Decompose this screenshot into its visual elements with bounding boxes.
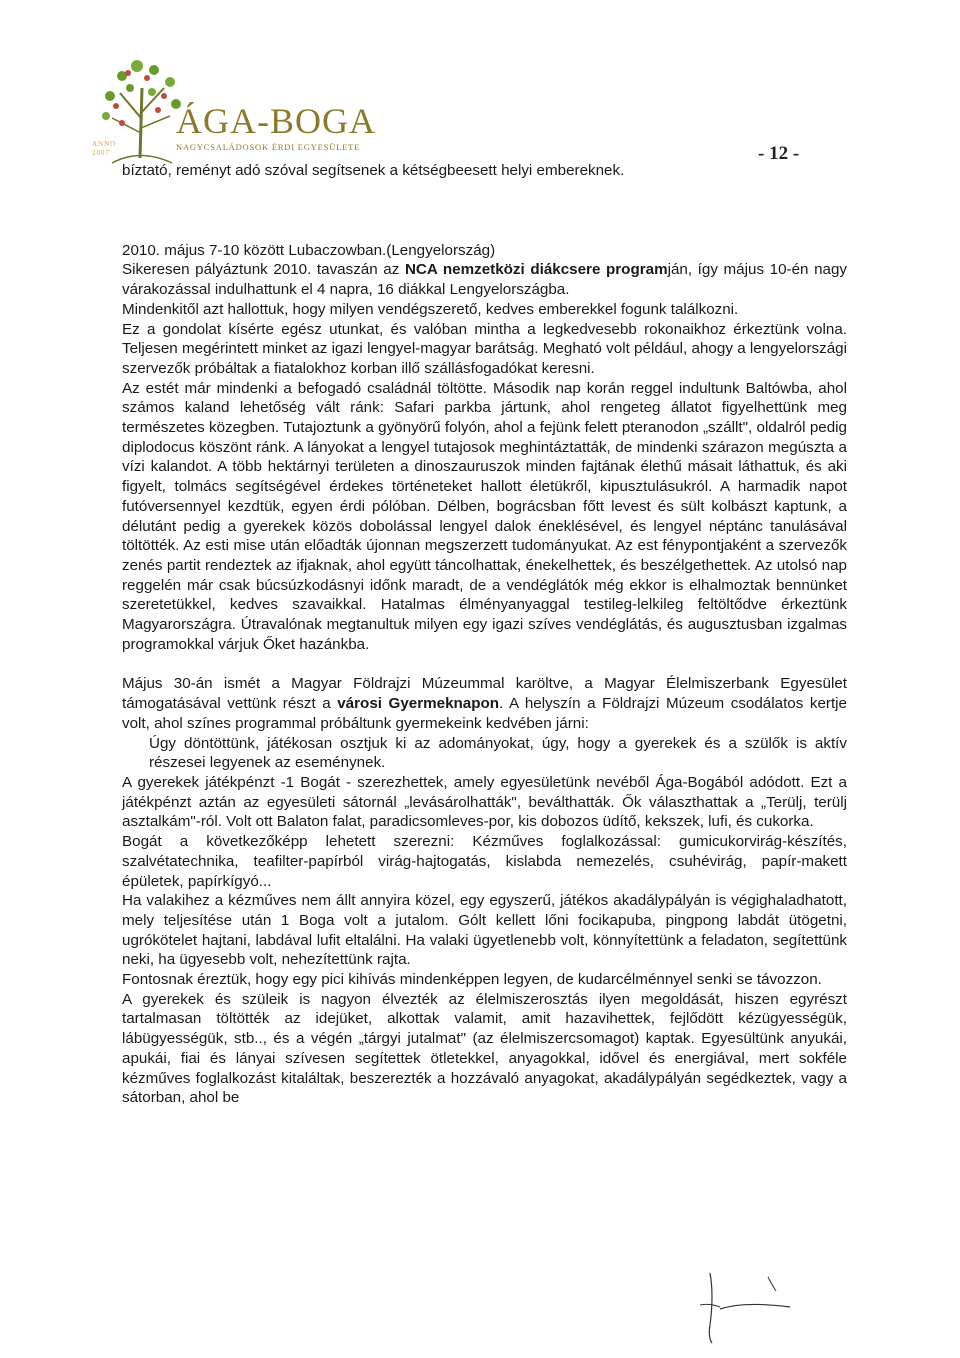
signature-mark	[690, 1265, 800, 1345]
paragraph: Mindenkitől azt hallottuk, hogy milyen vendégszerető, kedves emberekkel fogunk találkozni.	[122, 300, 739, 318]
paragraph	[122, 674, 847, 733]
bold-run: NCA nemzetközi diákcsere program	[404, 261, 668, 279]
text-run: ján, így május 10-én nagy várakozással indulhattunk el 4 napra, 16 diákkal Lengyelországba.	[122, 261, 848, 299]
text-run: Sikeresen pályáztunk 2010. tavaszán az	[122, 261, 405, 279]
logo-anno-line1: ANNO	[92, 140, 117, 148]
logo-title: ÁGA-BOGA	[176, 101, 376, 141]
paragraph: bíztató, reményt adó szóval segítsenek a kétségbeesett helyi embereknek.	[122, 162, 625, 179]
paragraph: Ez a gondolat kísérte egész utunkat, és valóban mintha a legkedvesebb rokonaikhoz érkeztünk volna. Teljesen megérintett minket az igazi lengyel-magyar barátság. Megható volt például, ahogy a lengyelországi szervezők próbáltak a fiatalokhoz korban illő szállásfogadókat keresni.	[122, 320, 847, 377]
logo-anno	[92, 140, 116, 158]
text-run: . A helyszín a Földrajzi Múzeum csodálatos kertje volt, ahol színes programmal próbáltunk gyermekeink kedvében járni:	[122, 695, 848, 732]
document-body	[122, 161, 847, 1108]
logo-anno-line2: 2007	[92, 149, 110, 157]
paragraph: A gyerekek játékpénzt -1 Bogát - szerezhettek, amely egyesületünk nevéből Ága-Bogából adódott. Ezt a játékpénzt aztán az egyesületi sátornál „levásárolhatták", beválthatták. Ők választhattak a „Terülj, terülj asztalkám"-ról. Volt ott Balaton falat, paradicsomleves-por, kis dobozos üdítő, kekszek, lufi, és cukorka.	[122, 773, 847, 831]
page-number: - 12 -	[758, 143, 800, 164]
paragraph: Úgy döntöttünk, játékosan osztjuk ki az adományokat, úgy, hogy a gyerekek és a szülők is aktív részesei legyenek az eseménynek.	[149, 734, 847, 772]
paragraph	[122, 260, 847, 299]
paragraph: 2010. május 7-10 között Lubaczowban.(Lengyelország)	[122, 241, 496, 259]
bold-run: városi Gyermeknapon	[337, 695, 500, 713]
paragraph: Fontosnak éreztük, hogy egy pici kihívás mindenképpen legyen, de kudarcélménnyel senki se távozzon.	[122, 971, 822, 989]
paragraph: Bogát a következőképp lehetett szerezni: Kézműves foglalkozással: gumicukorvirág-készítés, szalvétatechnika, teafilter-papírból virág-hajtogatás, kislabda nemezelés, csuhévirág, papír-makett épületek, papírkígyó...	[122, 833, 847, 890]
paragraph: A gyerekek és szüleik is nagyon élvezték az élelmiszerosztás ilyen megoldását, hiszen egyrészt tartalmasan töltötték az idejüket, alkottak valamit, amit hazavihettek, fejlődött kézügyességük, lábügyességük, stb.., és a végén „tárgyi jutalmat" (az élelmiszercsomagot) kaptak. Egyesültünk anyukái, apukái, fiai és lányai szívesen segítettek ötletekkel, anyagokkal, idővel és energiával, mert sokféle kézműves foglalkozást kitaláltak, beszerezték a hozzávaló anyagokat, akadálypályán segédkeztek, vagy a sátorban, ahol be	[122, 990, 847, 1107]
text-run: Május 30-án ismét a Magyar Földrajzi Múzeummal karöltve, a Magyar Élelmiszerbank Egyesület támogatásával vettünk részt a	[122, 675, 847, 713]
logo-subtitle: NAGYCSALÁDOSOK ÉRDI EGYESÜLETE	[176, 142, 361, 152]
paragraph: Ha valakihez a kézműves nem állt annyira közel, egy egyszerű, játékos akadálypályán is végighaladhatott, mely teljesítése után 1 Boga volt a jutalom. Gólt kellett lőni focikapuba, pingpong labdát ütögetni, ugrókötelet hajtani, labdával lufit eltalálni. Ha valaki ügyetlenebb volt, könnyítettünk a feladaton, segítettünk neki, ha ügyesebb volt, nehezítettünk rajta.	[122, 892, 847, 969]
paragraph: Az estét már mindenki a befogadó családnál töltötte. Második nap korán reggel indultunk Baltówba, ahol számos kaland lehetőség vált ránk: Safari parkba jártunk, ahol rengeteg állatot figyelhettünk meg természetes közegben. Tutajoztunk a gyönyörű folyón, ahol a fejünk felett pteranodon „szállt", oldalról pedig diplodocus köszönt ránk. A lányokat a lengyel tutajosok meghintáztatták, de mindenki szárazon megúszta a vízi kalandot. A több hektárnyi területen a dinoszauruszok minden fajtának élethű másait láthattuk, és aki figyelt, tolmács segítségével érdekes történeteket hallott életükről, kipusztulásukról. A harmadik napot futóversennyel kezdtük, egyen érdi pólóban. Délben, bográcsban főtt levest és sült kolbászt kaptunk, a délutánt pedig a gyerekek közös dobolással lengyel dalok éneklésével, és lengyel néptánc tanulásával töltötték. Az esti mise után előadták újonnan megszerzett tudományukat. Az est fénypontjaként a szervezők zenés partit rendeztek az ifjaknak, ahol együtt táncolhattak, énekelhettek, és beszélgethettek. Az utolsó nap reggelén már csak búcsúzkodásnyi időnk maradt, de a vendéglátók még ekkor is elhalmoztak bennünket szeretetükkel, kedves szavaikkal. Hatalmas élményanyaggal testileg-lelkileg feltöltődve érkeztünk Magyarországra. Útravalónak megtanultuk milyen egy igazi szíves vendéglátás, és augusztusban izgalmas programokkal várjuk Őket hazánkba.	[122, 379, 847, 653]
